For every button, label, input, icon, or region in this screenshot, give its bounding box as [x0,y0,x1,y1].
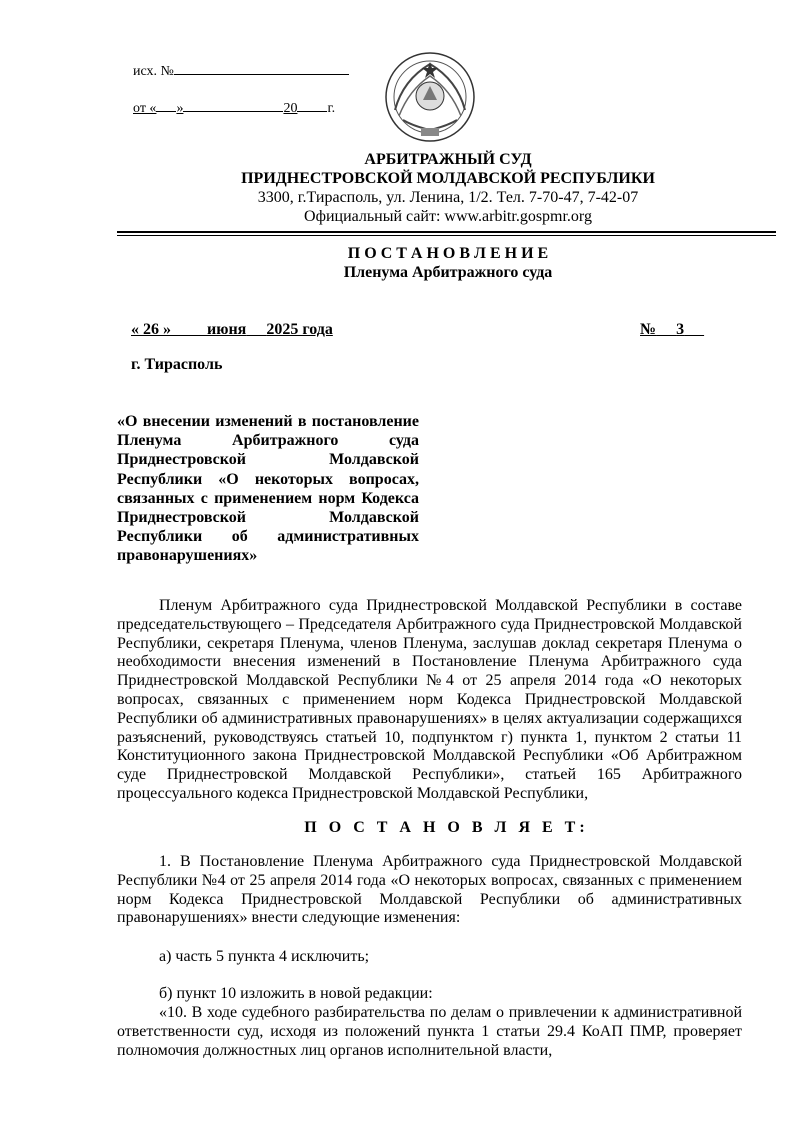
date-from-line [133,97,335,117]
state-emblem-icon [383,50,477,144]
date-month: июня [207,321,247,338]
document-date [131,320,333,339]
date-from-year: 20 [283,101,298,116]
outgoing-number-line [133,60,349,80]
document-title: «О внесении изменений в постановление Пленума Арбитражного суда Приднестровской Молдавской Республики «О некоторых вопросах, связанных с применением норм Кодекса Приднестровской Молдавской Республики об административных правонарушениях» [117,413,419,565]
header-divider-thin [117,235,776,236]
resolves-heading: П О С Т А Н О В Л Я Е Т: [304,819,589,836]
court-name-line2: ПРИДНЕСТРОВСКОЙ МОЛДАВСКОЙ РЕСПУБЛИКИ [241,170,655,187]
document-city: г. Тирасполь [131,356,223,373]
date-from-label: от « [133,101,157,116]
court-name-line1: АРБИТРАЖНЫЙ СУД [364,151,532,168]
date-month-blank [183,97,283,112]
date-from-g: г. [327,101,336,116]
number-value: 3 [676,321,685,338]
item-1-paragraph: 1. В Постановление Пленума Арбитражного суда Приднестровской Молдавской Республики №4 от 25 апреля 2014 года «О некоторых вопросах, связанных с применением норм Кодекса Приднестровской Молдавской Республики об административных правонарушениях» внести следующие изменения: [117,853,742,927]
document-issuer: Пленума Арбитражного суда [343,264,553,281]
date-year: 2025 года [266,321,333,338]
document-number [640,320,704,339]
document-type: П О С Т А Н О В Л Е Н И Е [347,245,549,262]
item-a-paragraph: а) часть 5 пункта 4 исключить; [159,948,370,965]
outgoing-number-label: исх. № [133,64,174,79]
date-day-blank [156,97,176,112]
date-day: « 26 » [131,321,171,338]
court-address: 3300, г.Тирасполь, ул. Ленина, 1/2. Тел. 7-70-47, 7-42-07 [257,189,639,206]
header-divider [117,231,776,233]
number-label: № [640,321,657,338]
preamble-paragraph: Пленум Арбитражного суда Приднестровской Молдавской Республики в составе председательствующего – Председателя Арбитражного суда Приднестровской Молдавской Республики, секретаря Пленума, членов Пленума, заслушав доклад секретаря Пленума о необходимости внесения изменений в Постановление Пленума Арбитражного суда Приднестровской Молдавской Республики №4 от 25 апреля 2014 года «О некоторых вопросах, связанных с применением норм Кодекса Приднестровской Молдавской Республики об административных правонарушениях» в целях актуализации содержащихся разъяснений, руководствуясь статьей 10, подпунктом г) пункта 1, пунктом 2 статьи 11 Конституционного закона Приднестровской Молдавской Республики «Об Арбитражном суде Приднестровской Молдавской Республики», статьей 165 Арбитражного процессуального кодекса Приднестровской Молдавской Республики, [117,597,742,802]
date-year-blank [297,97,327,112]
outgoing-number-blank [174,60,349,75]
court-website: Официальный сайт: www.arbitr.gospmr.org [304,208,592,225]
item-b-text: «10. В ходе судебного разбирательства по делам о привлечении к административной ответственности суд, исходя из положений пункта 1 статьи 29.4 КоАП ПМР, проверяет полномочия должностных лиц органов исполнительной власти, [117,1004,742,1059]
item-b-paragraph: б) пункт 10 изложить в новой редакции: [159,985,433,1002]
date-from-mid: » [176,101,184,116]
